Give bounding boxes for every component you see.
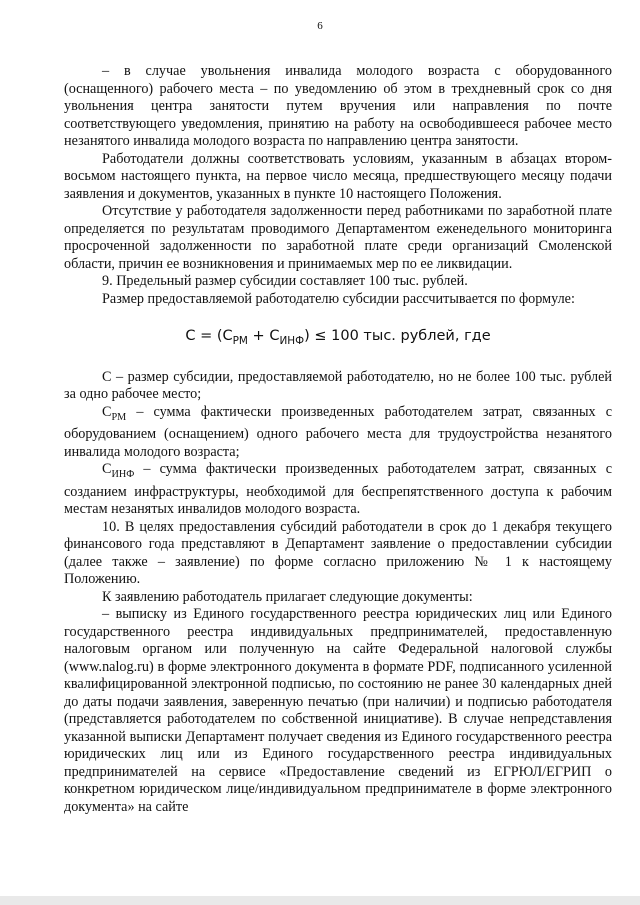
page-bottom-edge bbox=[0, 896, 640, 905]
subsidy-formula bbox=[64, 326, 612, 351]
definition-c-rm bbox=[64, 404, 612, 461]
formula-lhs: С = (С bbox=[185, 328, 233, 344]
def-inf-symbol: С bbox=[102, 461, 112, 478]
formula-sub-inf: ИНФ bbox=[279, 334, 305, 347]
paragraph-registry-extract: – выписку из Единого государственного реестра юридических лиц или Единого государственного реестра индивидуальных предпринимателей, предоставленную налоговым органом или полученную на сайте Федеральной налоговой службы (www.nalog.ru) в форме электронного документа в формате PDF, подписанного усиленной квалифицированной электронной подписью, по состоянию не ранее 30 календарных дней до даты подачи заявления, заверенную печатью (при наличии) и подписью работодателя (представляется работодателем по собственной инициативе). В случае непредставления указанной выписки Департамент получает сведения из Единого государственного реестра юридических лиц или из Единого государственного реестра индивидуальных предпринимателей на сервисе «Предоставление сведений из ЕГРЮЛ/ЕГРИП о конкретном юридическом лице/индивидуальном предпринимателе в форме электронного документа» на сайте bbox=[64, 606, 612, 815]
paragraph-subsidy-limit: 9. Предельный размер субсидии составляет 100 тыс. рублей. bbox=[102, 273, 468, 289]
paragraph-formula-intro: Размер предоставляемой работодателю субсидии рассчитывается по формуле: bbox=[102, 290, 575, 307]
def-inf-text: – сумма фактически произведенных работодателем затрат, связанных с созданием инфраструктуры, необходимой для беспрепятственного доступа к рабочим местам незанятых инвалидов молодого возраста. bbox=[64, 461, 612, 518]
def-rm-symbol: С bbox=[102, 403, 112, 420]
definition-c: С – размер субсидии, предоставляемой работодателю, но не более 100 тыс. рублей за одно рабочее место; bbox=[64, 368, 612, 403]
formula-rhs: ) ≤ 100 тыс. рублей, где bbox=[304, 328, 491, 344]
def-rm-sub: РМ bbox=[111, 411, 127, 423]
formula-sub-rm: РМ bbox=[232, 334, 248, 347]
def-inf-sub: ИНФ bbox=[111, 469, 135, 481]
document-body bbox=[64, 63, 612, 816]
paragraph-dismissal-notice: – в случае увольнения инвалида молодого возраста с оборудованного (оснащенного) рабочего места – по уведомлению об этом в трехдневный срок со дня увольнения центра занятости путем вручения или направления по почте соответствующего уведомления, принятию на работу на освободившееся рабочее место незанятого инвалида молодого возраста по направлению центра занятости. bbox=[64, 63, 612, 149]
paragraph-employer-conditions: Работодатели должны соответствовать условиям, указанным в абзацах втором-восьмом настоящего пункта, на первое число месяца, предшествующего месяцу подачи заявления и документов, указанных в пункте 10 настоящего Положения. bbox=[64, 150, 612, 202]
paragraph-documents-intro: К заявлению работодатель прилагает следующие документы: bbox=[102, 588, 473, 605]
page-number: 6 bbox=[317, 20, 323, 32]
def-rm-text: – сумма фактически произведенных работодателем затрат, связанных с оборудованием (оснащением) одного рабочего места для трудоустройства незанятого инвалида молодого возраста; bbox=[64, 403, 612, 460]
formula-plus: + С bbox=[247, 328, 280, 344]
paragraph-application-deadline: 10. В целях предоставления субсидий работодатели в срок до 1 декабря текущего финансового года представляют в Департамент заявление о предоставлении субсидии (далее также – заявление) по форме согласно приложению № 1 к настоящему Положению. bbox=[64, 518, 612, 588]
definition-c-inf bbox=[64, 461, 612, 518]
paragraph-wage-arrears: Отсутствие у работодателя задолженности перед работниками по заработной плате определяется по результатам проводимого Департаментом еженедельного мониторинга просроченной задолженности по заработной плате среди организаций Смоленской области, причин ее возникновения и принимаемых мер по ее ликвидации. bbox=[64, 203, 612, 272]
